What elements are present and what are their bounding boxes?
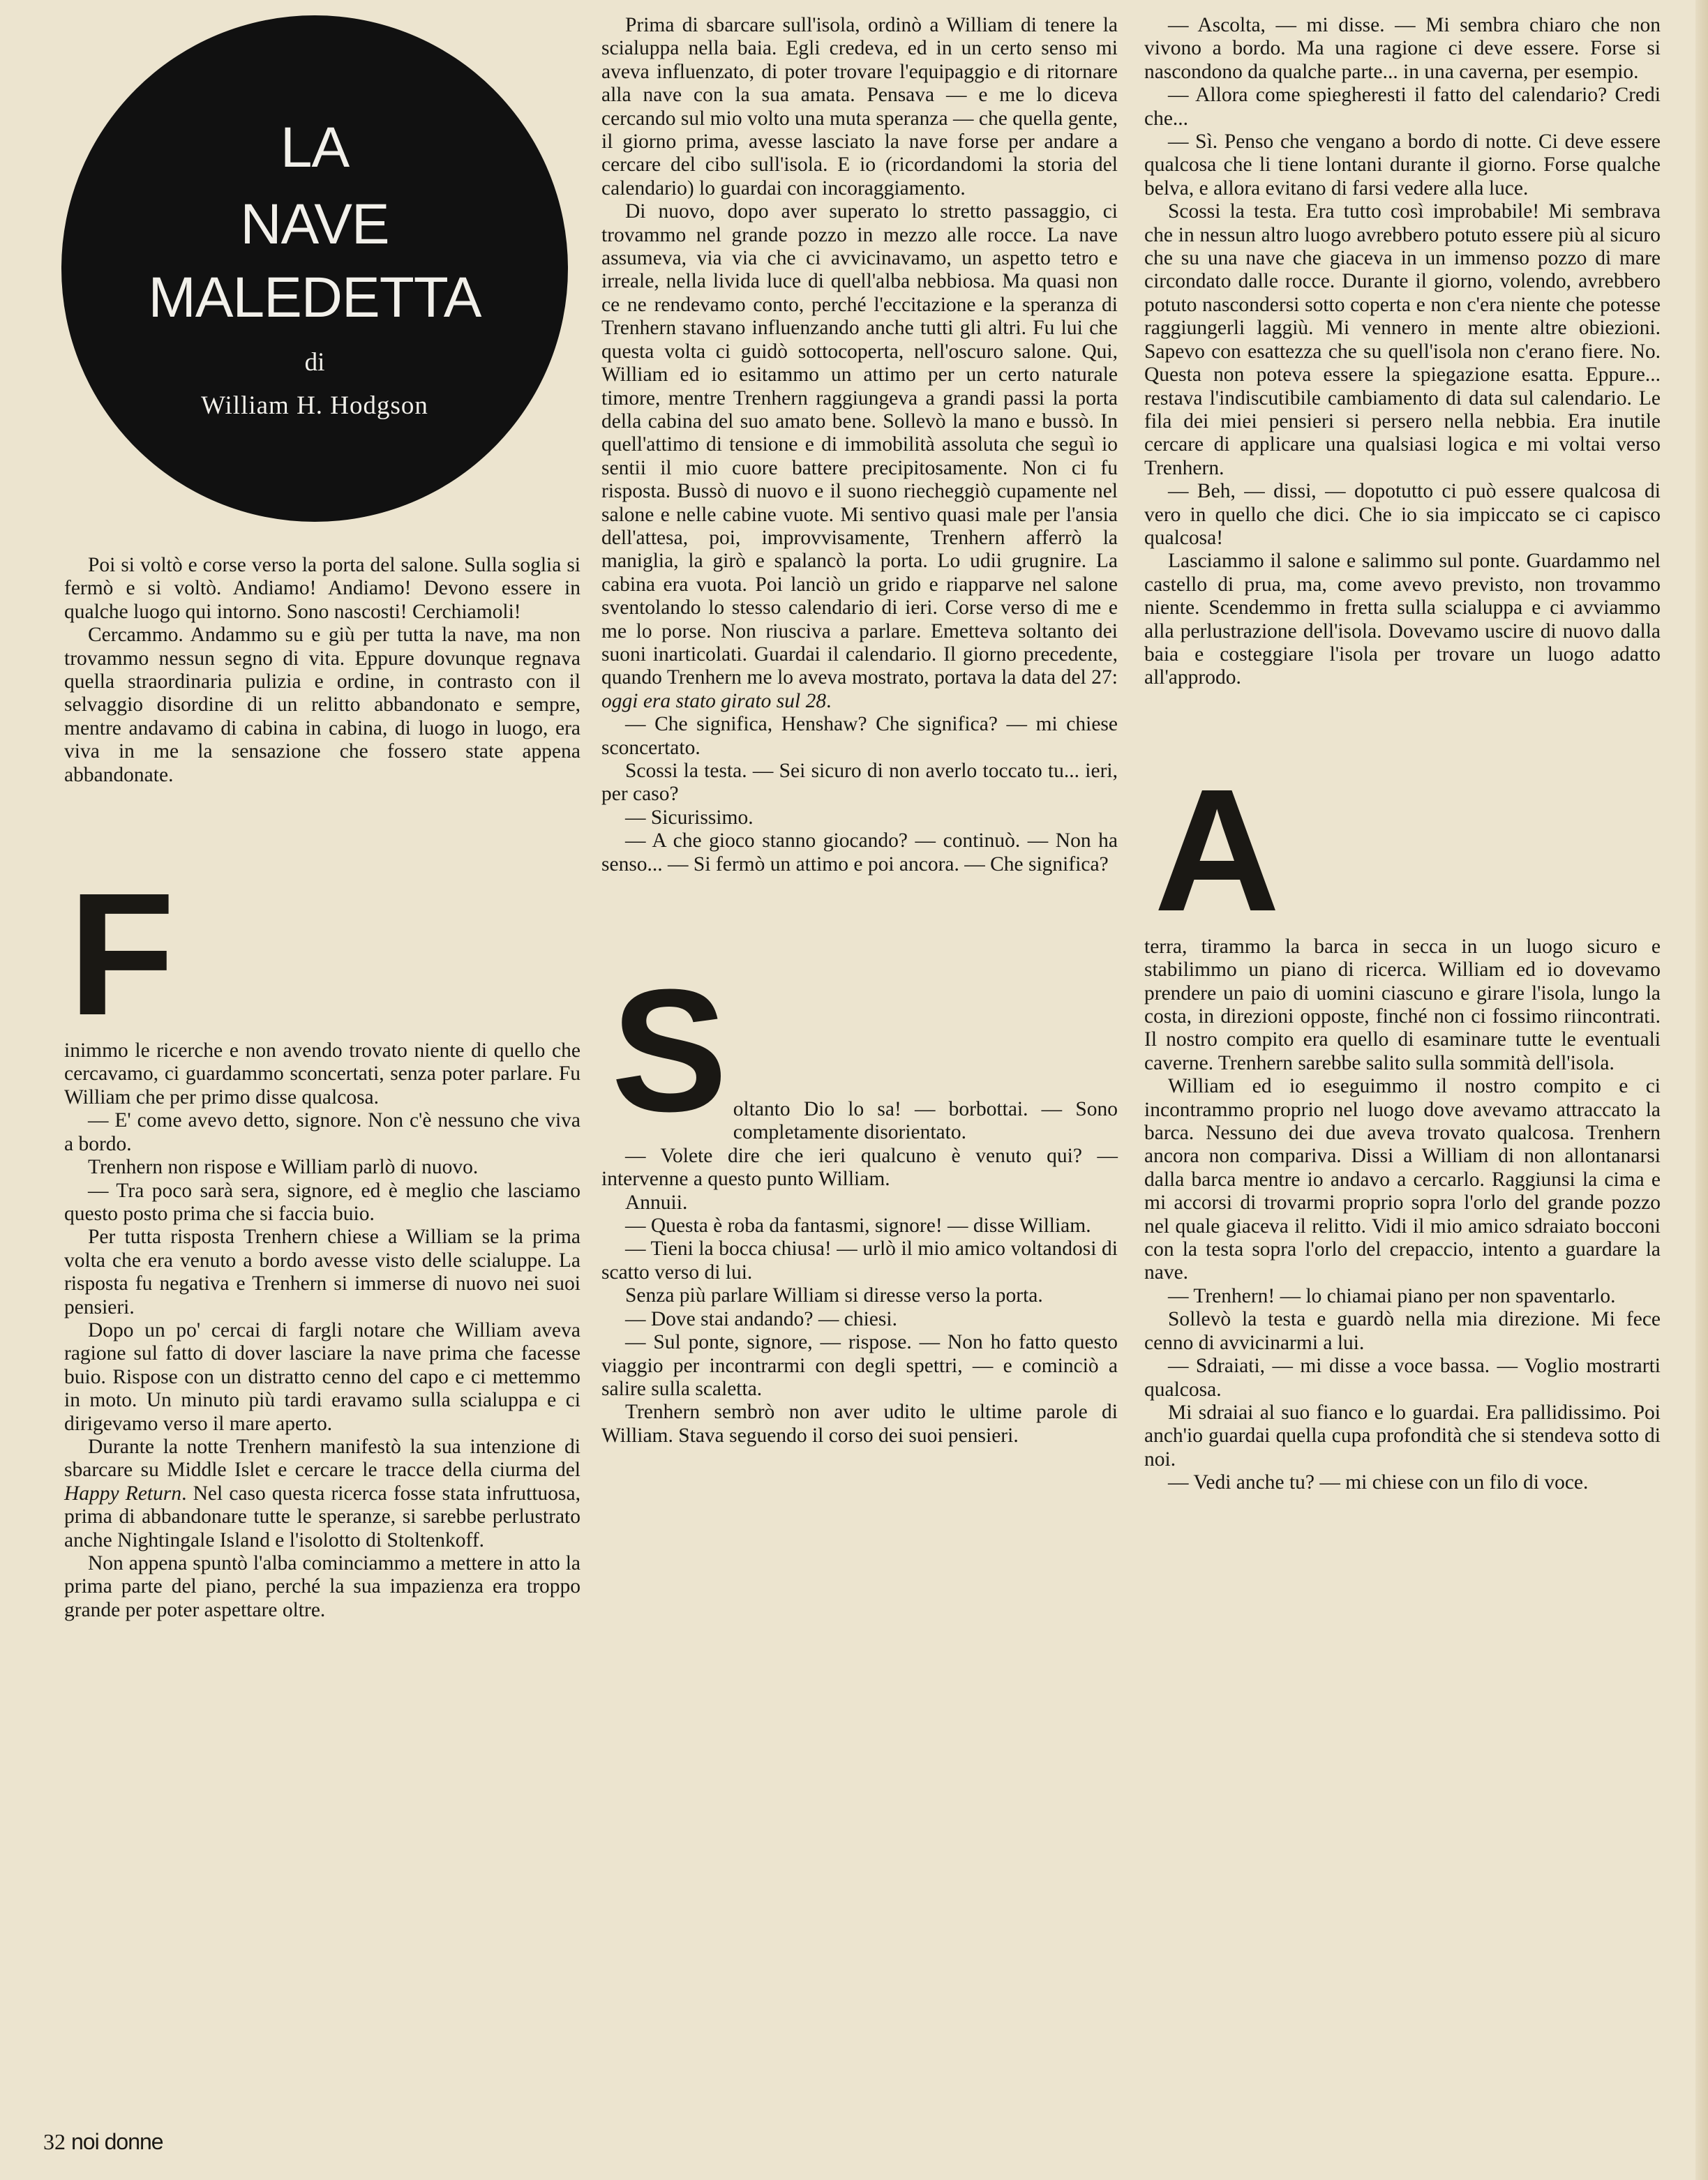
author-name: William H. Hodgson <box>201 391 428 420</box>
text-run: . Nel caso questa ricerca fosse stata infruttuosa, prima di abbandonare tutte le speranze, si sarebbe perlustrato anche Nightingale Island e l'isolotto di Stoltenkoff. <box>64 1482 580 1551</box>
column-2 <box>601 14 1118 1448</box>
paragraph: — A che gioco stanno giocando? — continuò. — Non ha senso... — Si fermò un attimo e poi ancora. — Che significa? <box>601 829 1118 875</box>
paragraph <box>64 1436 580 1552</box>
paragraph: — Dove stai andando? — chiesi. <box>625 1307 897 1330</box>
paragraph: — Vedi anche tu? — mi chiese con un filo di voce. <box>1168 1471 1589 1494</box>
drop-cap-s: S <box>611 953 728 1148</box>
ship-name: Happy Return <box>64 1482 182 1505</box>
paragraph: — Ascolta, — mi disse. — Mi sembra chiaro che non vivono a bordo. Ma una ragione ci deve essere. Forse si nascondono da qualche parte... in una caverna, per esempio. <box>1144 14 1661 83</box>
title-line-2: NAVE <box>240 193 389 256</box>
text-run: Di nuovo, dopo aver superato lo stretto passaggio, ci trovammo nel grande pozzo in mezzo alle rocce. La nave assumeva, via via che ci avvicinavamo, un aspetto tetro e irreale, nella livida luce di quell'alba nebbiosa. Ma quasi non ce ne rendevamo conto, perché l'eccitazione e la speranza di Trenhern stavano influenzando anche tutti gli altri. Fu lui che questa volta ci guidò sottocoperta, nell'oscuro salone. Qui, William ed io esitammo un attimo per un certo naturale timore, mentre Trenhern raggiungeva a grandi passi la porta della cabina del suo amato bene. Sollevò la mano e bussò. In quell'attimo di tensione e di immobilità assoluta che seguì io sentii il mio cuore battere precipitosamente. Non ci fu risposta. Bussò di nuovo e il suono riecheggiò cupamente nel salone e nelle cabine vuote. Mi sentivo quasi male per l'ansia dell'attesa, poi, improvvisamente, Trenhern afferrò la maniglia, la girò e spalancò la porta. Lo udii grugnire. La cabina era vuota. Poi lanciò un grido e riapparve nel salone sventolando lo stesso calendario di ieri. Corse verso di me e me lo porse. Non riusciva a parlare. Emetteva soltanto dei suoni inarticolati. Guardai il calendario. Il giorno precedente, quando Trenhern me lo aveva mostrato, portava la data del 27: <box>601 200 1118 689</box>
title-line-3: MALEDETTA <box>148 266 481 329</box>
paragraph <box>601 200 1118 713</box>
drop-cap-block-s <box>601 953 1118 1148</box>
column-1 <box>64 554 580 1622</box>
paragraph: — Tra poco sarà sera, signore, ed è meglio che lasciamo questo posto prima che si faccia buio. <box>64 1179 580 1225</box>
paragraph: — Tieni la bocca chiusa! — urlò il mio amico voltandosi di scatto verso di lui. <box>601 1238 1118 1284</box>
paragraph: — Questa è roba da fantasmi, signore! — disse William. <box>625 1215 1091 1238</box>
paragraph: — Beh, — dissi, — dopotutto ci può essere qualcosa di vero in quello che dici. Che io sia impiccato se ci capisco qualcosa! <box>1144 480 1661 549</box>
paragraph: — Allora come spiegheresti il fatto del calendario? Credi che... <box>1144 84 1661 130</box>
title-circle <box>61 15 568 522</box>
text-run: Durante la notte Trenhern manifestò la sua intenzione di sbarcare su Middle Islet e cercare le tracce della ciurma del <box>64 1435 580 1482</box>
paragraph: Trenhern non rispose e William parlò di nuovo. <box>88 1156 479 1179</box>
column-3 <box>1144 14 1661 1495</box>
paragraph: Senza più parlare William si diresse verso la porta. <box>625 1284 1043 1307</box>
paragraph: Sollevò la testa e guardò nella mia direzione. Mi fece cenno di avvicinarmi a lui. <box>1144 1308 1661 1354</box>
paragraph: Per tutta risposta Trenhern chiese a William se la prima volta che era venuto a bordo avesse visto delle scialuppe. La risposta fu negativa e Trenhern si immerse di nuovo nei suoi pensieri. <box>64 1226 580 1318</box>
drop-cap-f: F <box>68 857 175 1052</box>
italic-phrase: oggi era stato girato sul 28 <box>601 689 827 712</box>
paragraph: — Sicurissimo. <box>625 806 754 829</box>
paragraph: Non appena spuntò l'alba cominciammo a mettere in atto la prima parte del piano, perché la sua impazienza era troppo grande per poter aspettare oltre. <box>64 1552 580 1621</box>
page-number: 32 <box>43 2129 66 2154</box>
paragraph: terra, tirammo la barca in secca in un luogo sicuro e stabilimmo un piano di ricerca. William ed io dovevamo prendere un paio di uomini ciascuno e girare l'isola, lungo la costa, in direzioni opposte, finché non ci fossimo riincontrati. Il nostro compito era quello di esaminare tutte le eventuali caverne. Trenhern sarebbe salito sulla sommità dell'isola. <box>1144 935 1661 1074</box>
paragraph: Poi si voltò e corse verso la porta del salone. Sulla soglia si fermò e si voltò. Andiamo! Andiamo! Devono essere in qualche luogo qui intorno. Sono nascosti! Cerchiamoli! <box>64 554 580 623</box>
paragraph: Annuii. <box>625 1191 688 1214</box>
paragraph: — Trenhern! — lo chiamai piano per non spaventarlo. <box>1168 1284 1616 1307</box>
paragraph: William ed io eseguimmo il nostro compito e ci incontrammo proprio nel luogo dove avevamo attraccato la barca. Nessuno dei due aveva trovato qualcosa. Trenhern ancora non compariva. Dissi a William di non allontanarsi dalla barca mentre io andavo a cercarlo. Raggiunsi la cima e mi accorsi di trovarmi proprio sopra l'orlo del grande pozzo nel quale giaceva il relitto. Vidi il mio amico sdraiato bocconi con la testa sopra l'orlo del crepaccio, intento a guardare la nave. <box>1144 1075 1661 1284</box>
magazine-name: noi donne <box>71 2129 163 2154</box>
paragraph: — Volete dire che ieri qualcuno è venuto qui? — intervenne a questo punto William. <box>601 1144 1118 1191</box>
paragraph: inimmo le ricerche e non avendo trovato niente di quello che cercavamo, ci guardammo sconcertati, senza poter parlare. Fu William che per primo disse qualcosa. <box>64 1039 580 1108</box>
paragraph: — Sul ponte, signore, — rispose. — Non ho fatto questo viaggio per incontrarmi con degli spettri, — e cominciò a salire sulla scaletta. <box>601 1331 1118 1400</box>
paragraph: — Sì. Penso che vengano a bordo di notte. Ci deve essere qualcosa che li tiene lontani durante il giorno. Forse qualche belva, e allora evitano di farsi vedere alla luce. <box>1144 130 1661 200</box>
byline-di: di <box>304 348 325 377</box>
paragraph: Cercammo. Andammo su e giù per tutta la nave, ma non trovammo nessun segno di vita. Eppure dovunque regnava quella straordinaria pulizia e ordine, in contrasto con il selvaggio disordine di un relitto abbandonato e sempre, mentre andavamo di cabina in cabina, di luogo in luogo, era viva in me la sensazione che fossero state appena abbandonate. <box>64 624 580 786</box>
page-edge <box>1695 0 1708 2180</box>
drop-cap-a: A <box>1154 752 1280 947</box>
paragraph: Prima di sbarcare sull'isola, ordinò a William di tenere la scialuppa nella baia. Egli credeva, ed in un certo senso mi aveva influenzato, di poter trovare l'equipaggio e di ritornare alla nave con la sua amata. Pensava — e me lo diceva cercando sul mio volto una muta speranza — che quella gente, il giorno prima, avesse lasciato la nave forse per andare a cercare del cibo sull'isola. E io (ricordandomi la storia del calendario) lo guardai con incoraggiamento. <box>601 14 1118 200</box>
text-run: . <box>826 689 832 712</box>
title-line-1: LA <box>280 116 350 179</box>
paragraph: — E' come avevo detto, signore. Non c'è nessuno che viva a bordo. <box>64 1109 580 1155</box>
paragraph: — Sdraiati, — mi disse a voce bassa. — Voglio mostrarti qualcosa. <box>1144 1355 1661 1401</box>
page-footer <box>43 2129 163 2155</box>
paragraph: Trenhern sembrò non aver udito le ultime parole di William. Stava seguendo il corso dei suoi pensieri. <box>601 1401 1118 1447</box>
paragraph: — Che significa, Henshaw? Che significa? — mi chiese sconcertato. <box>601 713 1118 759</box>
paragraph: Scossi la testa. — Sei sicuro di non averlo toccato tu... ieri, per caso? <box>601 760 1118 806</box>
paragraph: oltanto Dio lo sa! — borbottai. — Sono completamente disorientato. <box>733 1098 1118 1144</box>
paragraph: Scossi la testa. Era tutto così improbabile! Mi sembrava che in nessun altro luogo avrebbero potuto essere più al sicuro che su una nave che giaceva in un immenso pozzo di mare circondato dalle rocce. Durante il giorno, volendo, avrebbero potuto nascondersi sotto coperta e non c'era niente che potesse raggiungerli laggiù. Mi vennero in mente altre obiezioni. Sapevo con esattezza che su quell'isola non c'erano fiere. No. Questa non poteva essere la spiegazione esatta. Eppure... restava l'indiscutibile cambiamento di data sul calendario. Le fila dei miei pensieri si persero nella nebbia. Era inutile cercare di applicare una qualsiasi logica e mi voltai verso Trenhern. <box>1144 200 1661 479</box>
paragraph: Lasciammo il salone e salimmo sul ponte. Guardammo nel castello di prua, ma, come avevo previsto, non trovammo niente. Scendemmo in fretta sulla scialuppa e ci avviammo alla perlustrazione dell'isola. Dovevamo uscire di nuovo dalla baia e costeggiare l'isola per trovare un luogo adatto all'approdo. <box>1144 550 1661 689</box>
paragraph: Dopo un po' cercai di fargli notare che William aveva ragione sul fatto di dover lasciare la nave prima che facesse buio. Rispose con un distratto cenno del capo e ci mettemmo in moto. Un minuto più tardi eravamo sulla scialuppa e ci dirigevamo verso il mare aperto. <box>64 1318 580 1435</box>
paragraph: Mi sdraiai al suo fianco e lo guardai. Era pallidissimo. Poi anch'io guardai quella cupa profondità che si stendeva sotto di noi. <box>1144 1401 1661 1471</box>
